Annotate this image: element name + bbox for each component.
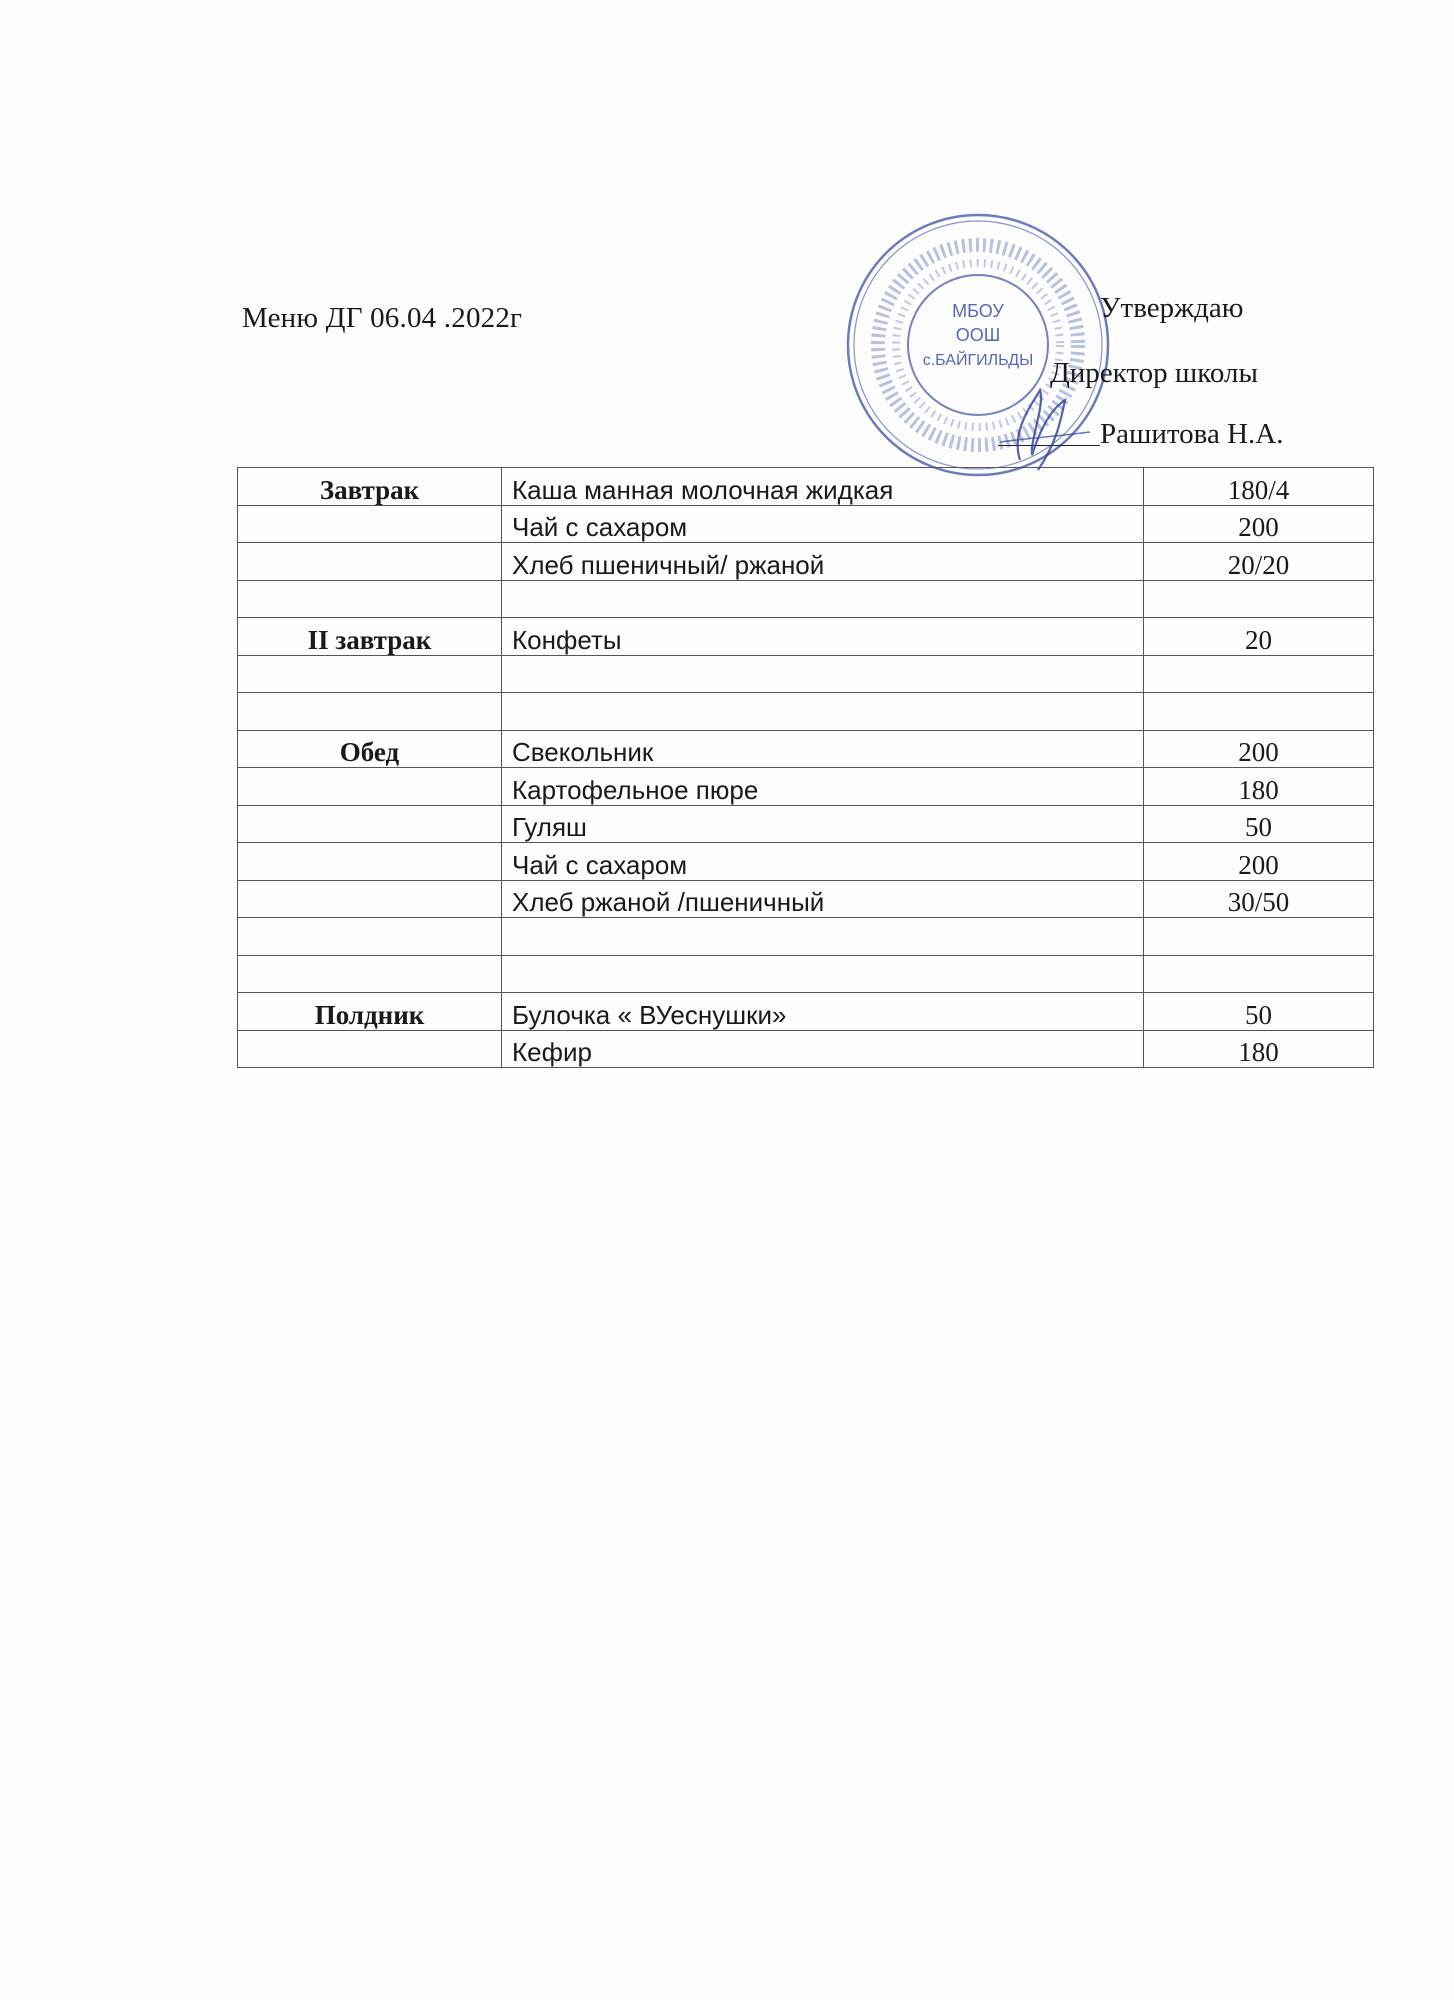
stamp-line-3: с.БАЙГИЛЬДЫ [922,352,1034,369]
meal-cell [238,580,502,618]
stamp-line-2: ООШ [955,325,1001,345]
dish-cell: Картофельное пюре [502,768,1144,806]
dish-cell: Чай с сахаром [502,843,1144,881]
table-row [238,843,1374,881]
menu-table [237,467,1374,1068]
meal-cell: Обед [238,730,502,768]
dish-cell: Каша манная молочная жидкая [502,468,1144,506]
meal-cell [238,918,502,956]
table-row [238,580,1374,618]
meal-cell [238,543,502,581]
dish-cell: Чай с сахаром [502,505,1144,543]
meal-cell [238,693,502,731]
weight-cell: 200 [1144,843,1374,881]
weight-cell [1144,955,1374,993]
dish-cell: Хлеб ржаной /пшеничный [502,880,1144,918]
dish-cell: Конфеты [502,618,1144,656]
dish-cell [502,580,1144,618]
dish-cell: Гуляш [502,805,1144,843]
weight-cell: 200 [1144,730,1374,768]
dish-cell [502,955,1144,993]
meal-cell: II завтрак [238,618,502,656]
weight-cell: 180 [1144,768,1374,806]
table-row [238,768,1374,806]
table-row [238,655,1374,693]
dish-cell: Булочка « ВУеснушки» [502,993,1144,1031]
dish-cell [502,693,1144,731]
table-row [238,955,1374,993]
table-row [238,468,1374,506]
weight-cell: 50 [1144,993,1374,1031]
meal-cell: Полдник [238,993,502,1031]
table-row [238,618,1374,656]
weight-cell [1144,580,1374,618]
dish-cell: Кефир [502,1030,1144,1068]
meal-cell [238,955,502,993]
table-row [238,805,1374,843]
dish-cell [502,918,1144,956]
table-row [238,730,1374,768]
meal-cell [238,655,502,693]
meal-cell [238,843,502,881]
page-title: Меню ДГ 06.04 .2022г [242,302,523,334]
weight-cell: 50 [1144,805,1374,843]
meal-cell: Завтрак [238,468,502,506]
signature-icon [990,370,1100,480]
stamp-line-1: МБОУ [952,301,1004,321]
meal-cell [238,1030,502,1068]
meal-cell [238,805,502,843]
table-row [238,1030,1374,1068]
weight-cell: 20 [1144,618,1374,656]
dish-cell: Хлеб пшеничный/ ржаной [502,543,1144,581]
weight-cell: 180/4 [1144,468,1374,506]
table-row [238,693,1374,731]
table-row [238,505,1374,543]
weight-cell: 180 [1144,1030,1374,1068]
table-row [238,543,1374,581]
dish-cell [502,655,1144,693]
weight-cell [1144,693,1374,731]
meal-cell [238,880,502,918]
director-label: Директор школы [1050,357,1258,389]
table-row [238,993,1374,1031]
table-row [238,880,1374,918]
weight-cell: 200 [1144,505,1374,543]
weight-cell [1144,655,1374,693]
signer-name: Рашитова Н.А. [1100,418,1284,450]
weight-cell: 20/20 [1144,543,1374,581]
meal-cell [238,768,502,806]
weight-cell: 30/50 [1144,880,1374,918]
weight-cell [1144,918,1374,956]
dish-cell: Свекольник [502,730,1144,768]
approve-label: Утверждаю [1100,292,1244,324]
meal-cell [238,505,502,543]
table-row [238,918,1374,956]
